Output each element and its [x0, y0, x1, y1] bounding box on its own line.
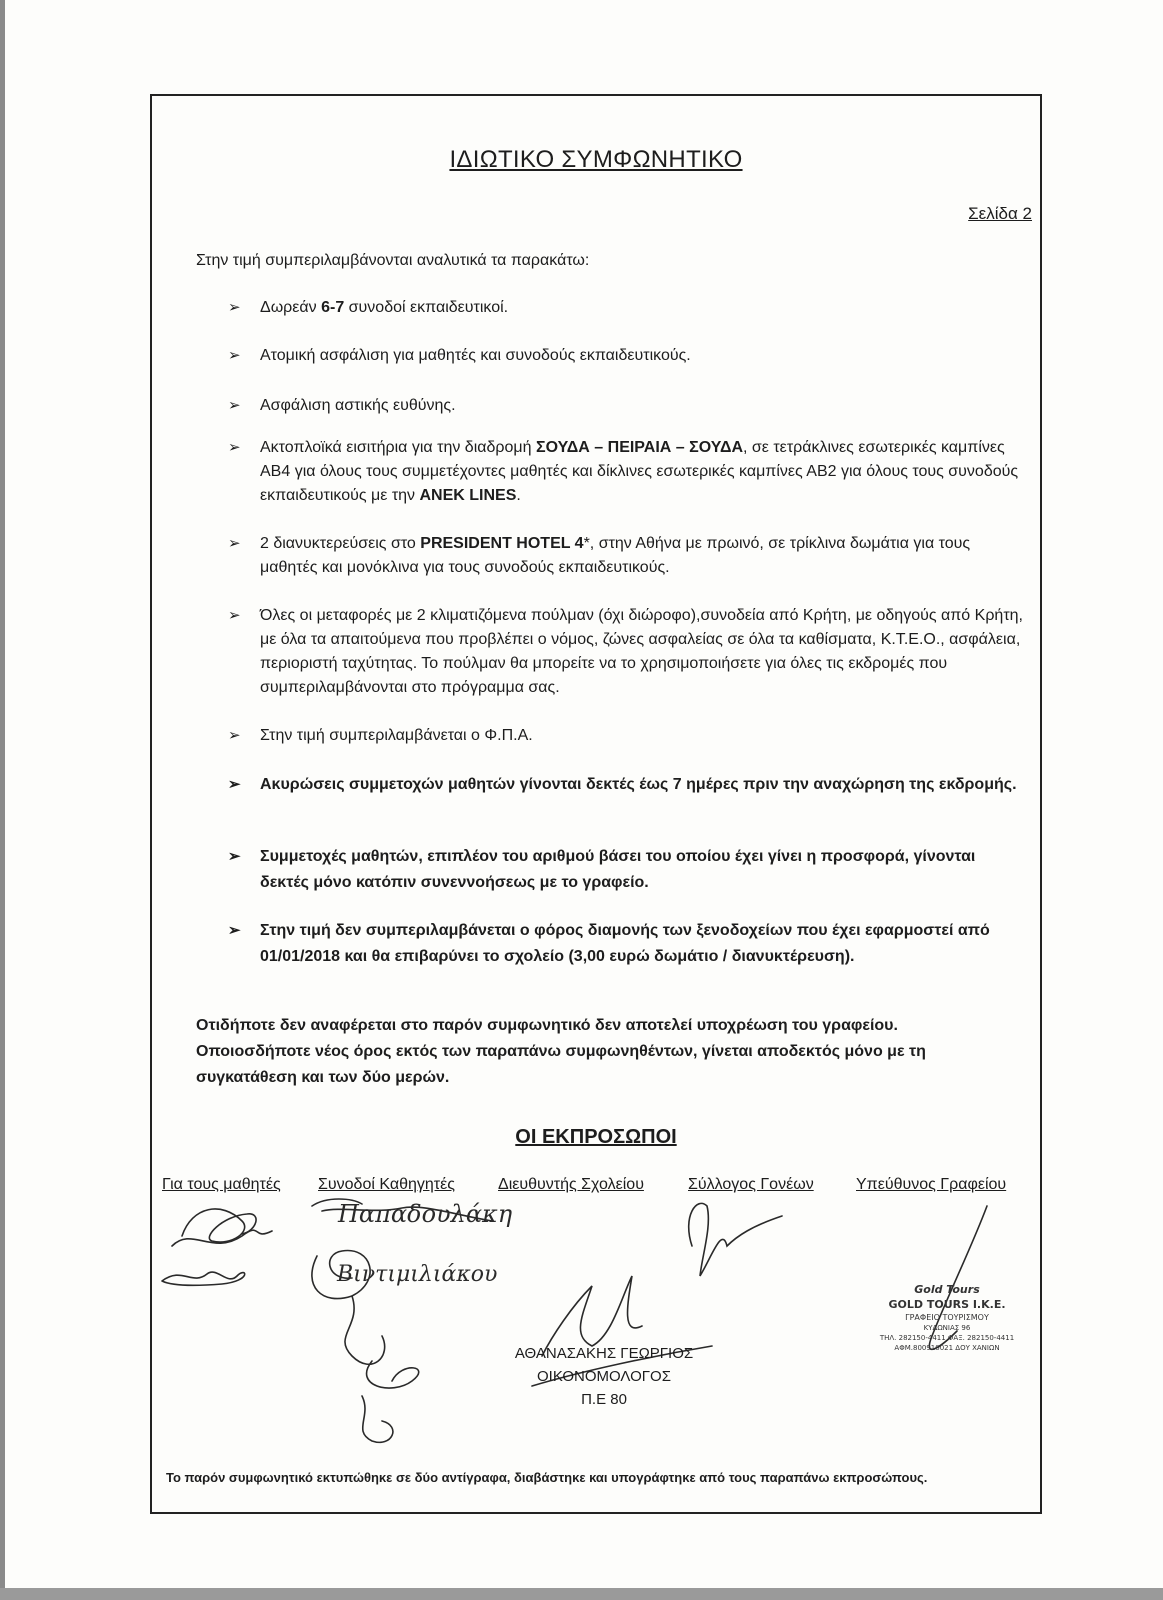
term-item: [228, 532, 1024, 580]
intro-text: Στην τιμή συμπεριλαμβάνονται αναλυτικά τα παρακάτω:: [196, 252, 590, 269]
rep-office: Υπεύθυνος Γραφείου: [856, 1176, 1007, 1193]
term-item: [228, 604, 1024, 700]
rep-principal: Διευθυντής Σχολείου: [498, 1176, 644, 1193]
term-segment: *, στην Αθήνα με πρωινό, σε τρίκλινα δωμάτια για τους μαθητές και μονόκλινα για τους συνοδούς εκπαιδευτικούς.: [260, 535, 971, 576]
document-frame: [150, 94, 1042, 1514]
term-item-bold: [228, 844, 1024, 896]
stamp-line: ΓΡΑΦΕΙΟ ΤΟΥΡΙΣΜΟΥ: [905, 1313, 989, 1322]
bullet-arrow-icon: ➢: [228, 607, 241, 624]
stamp-line: ΑΦΜ.800910021 ΔΟΥ ΧΑΝΙΩΝ: [894, 1344, 1000, 1352]
document-title: ΙΔΙΩΤΙΚΟ ΣΥΜΦΩΝΗΤΙΚΟ: [449, 146, 743, 173]
scan-edge: [0, 0, 5, 1600]
rep-teachers: Συνοδοί Καθηγητές: [318, 1176, 455, 1193]
scan-edge: [0, 1588, 1163, 1600]
page-number: Σελίδα 2: [968, 204, 1032, 223]
closing-line: Οτιδήποτε δεν αναφέρεται στο παρόν συμφωνητικό δεν αποτελεί υποχρέωση του γραφείου.: [196, 1017, 898, 1034]
stamp-line: ΚΥΔΩΝΙΑΣ 96: [923, 1324, 971, 1332]
term-text: Συμμετοχές μαθητών, επιπλέον του αριθμού βάσει του οποίου έχει γίνει η προσφορά, γίνονται δεκτές μόνο κατόπιν συνεννοήσεως με το γραφείο.: [260, 848, 976, 891]
closing-line: Οποιοσδήποτε νέος όρος εκτός των παραπάνω συμφωνηθέντων, γίνεται αποδεκτός μόνο με τη: [196, 1043, 926, 1060]
term-emphasis: ANEK LINES: [419, 487, 517, 504]
term-item: [228, 724, 1024, 748]
term-item: [228, 394, 1024, 418]
teacher-stamp: [484, 1342, 724, 1411]
bullet-arrow-icon: ➢: [228, 922, 241, 939]
bullet-arrow-icon: ➢: [228, 776, 241, 793]
stamp-role: ΟΙΚΟΝΟΜΟΛΟΓΟΣ: [536, 1368, 671, 1385]
term-segment: Δωρεάν: [260, 299, 322, 316]
rep-parents: Σύλλογος Γονέων: [688, 1176, 814, 1193]
term-segment: , σε τετράκλινες εσωτερικές καμπίνες ΑΒ4 για όλους τους συμμετέχοντες μαθητές και δίκλινες εσωτερικές καμπίνες ΑΒ2 για όλους τους συνοδούς εκπαιδευτικούς με την: [260, 439, 1019, 504]
term-text: [260, 344, 1024, 368]
term-text: [260, 724, 1024, 748]
term-segment: .: [516, 487, 521, 504]
term-item-bold: [228, 772, 1024, 798]
handwritten-name: Βιντιμιλιάκου: [337, 1262, 498, 1287]
bullet-arrow-icon: ➢: [228, 848, 241, 865]
closing-line: συγκατάθεση και των δύο μερών.: [196, 1069, 450, 1086]
term-segment: Ασφάλιση αστικής ευθύνης.: [260, 397, 456, 414]
term-emphasis: PRESIDENT HOTEL 4: [420, 535, 584, 552]
bullet-arrow-icon: ➢: [228, 727, 241, 744]
bullet-arrow-icon: ➢: [228, 397, 241, 414]
term-segment: Όλες οι μεταφορές με 2 κλιματιζόμενα πούλμαν (όχι διώροφο),συνοδεία από Κρήτη, με οδηγούς από Κρήτη, με όλα τα απαιτούμενα που προβλέπει ο νόμος, ζώνες ασφαλείας σε όλα τα καθίσματα, Κ.Τ.Ε.Ο., ασφάλεια, περιοριστή ταχύτητας. Το πούλμαν θα μπορείτε να το χρησιμοποιήσετε για όλες τις εκδρομές που συμπεριλαμβάνονται στο πρόγραμμα σας.: [260, 607, 1023, 696]
term-item: [228, 344, 1024, 368]
term-text: [260, 296, 1024, 320]
term-text: [260, 532, 1024, 580]
term-emphasis: ΣΟΥΔΑ – ΠΕΙΡΑΙΑ – ΣΟΥΔΑ: [535, 439, 744, 456]
bullet-arrow-icon: ➢: [228, 347, 241, 364]
term-item-bold: [228, 918, 1024, 970]
representatives-title: ΟΙ ΕΚΠΡΟΣΩΠΟΙ: [515, 1126, 677, 1148]
stamp-code: Π.Ε 80: [581, 1391, 627, 1408]
term-emphasis: 6-7: [321, 299, 345, 316]
term-text: [260, 604, 1024, 700]
stamp-line: GOLD TOURS I.K.E.: [888, 1298, 1006, 1311]
term-text: Στην τιμή δεν συμπεριλαμβάνεται ο φόρος διαμονής των ξενοδοχείων που έχει εφαρμοστεί από 01/01/2018 και θα επιβαρύνει το σχολείο (3,00 ευρώ δωμάτιο / διανυκτέρευση).: [260, 922, 990, 965]
term-text: [260, 394, 1024, 418]
term-text: Ακυρώσεις συμμετοχών μαθητών γίνονται δεκτές έως 7 ημέρες πριν την αναχώρηση της εκδρομής.: [260, 776, 1017, 793]
term-segment: Ατομική ασφάλιση για μαθητές και συνοδούς εκπαιδευτικούς.: [260, 347, 691, 364]
term-text: [260, 436, 1024, 508]
term-item: [228, 436, 1024, 508]
term-segment: Ακτοπλοϊκά εισιτήρια για την διαδρομή: [260, 439, 536, 456]
term-segment: συνοδοί εκπαιδευτικοί.: [344, 299, 509, 316]
footer-note: Το παρόν συμφωνητικό εκτυπώθηκε σε δύο αντίγραφα, διαβάστηκε και υπογράφτηκε από τους παραπάνω εκπροσώπους.: [166, 1470, 928, 1485]
closing-paragraph: [196, 1013, 1020, 1091]
bullet-arrow-icon: ➢: [228, 535, 241, 552]
company-stamp: [852, 1281, 1042, 1361]
term-segment: Στην τιμή συμπεριλαμβάνεται ο Φ.Π.Α.: [260, 727, 533, 744]
stamp-brand: Gold Tours: [914, 1283, 980, 1296]
bullet-arrow-icon: ➢: [228, 439, 241, 456]
term-item: [228, 296, 1024, 320]
stamp-name: ΑΘΑΝΑΣΑΚΗΣ ΓΕΩΡΓΙΟΣ: [514, 1345, 694, 1362]
rep-students: Για τους μαθητές: [162, 1176, 281, 1193]
bullet-arrow-icon: ➢: [228, 299, 241, 316]
handwritten-name: Παπαδουλάκη: [338, 1200, 513, 1228]
term-segment: 2 διανυκτερεύσεις στο: [260, 535, 421, 552]
stamp-line: ΤΗΛ. 282150-4411 ΦΑΞ. 282150-4411: [879, 1334, 1015, 1342]
